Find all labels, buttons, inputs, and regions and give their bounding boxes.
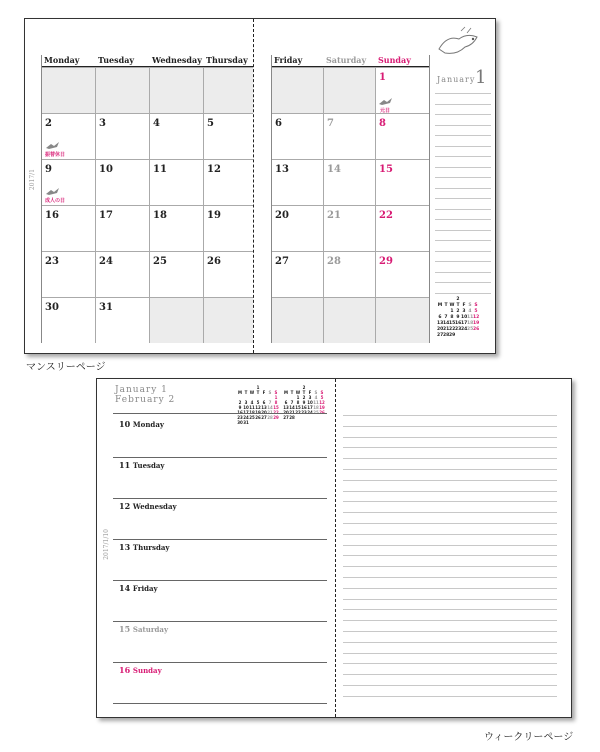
memo-line bbox=[435, 282, 491, 283]
mini-calendar-day: 6 bbox=[284, 400, 288, 405]
mini-calendar-day: 9 bbox=[302, 400, 306, 405]
mini-calendar-day: T bbox=[244, 390, 248, 395]
day-number: 15 bbox=[119, 624, 133, 634]
mini-calendar-day: S bbox=[474, 303, 478, 308]
day-cell[interactable] bbox=[323, 297, 375, 343]
day-cell[interactable] bbox=[95, 67, 149, 113]
day-name: Thursday bbox=[132, 543, 170, 552]
day-cell[interactable]: 2 bbox=[41, 113, 95, 159]
mini-calendar-day: 7 bbox=[290, 400, 294, 405]
memo-line bbox=[343, 566, 557, 567]
mini-calendar-day: M bbox=[437, 303, 443, 308]
memo-line bbox=[343, 415, 557, 416]
memo-line bbox=[435, 93, 491, 94]
mini-calendar-day: 25 bbox=[467, 327, 474, 332]
bird-icon bbox=[378, 97, 394, 106]
mini-calendar-day: 9 bbox=[238, 405, 242, 410]
day-name: Wednesday bbox=[132, 502, 177, 511]
mini-calendar-day: 5 bbox=[320, 395, 324, 400]
day-cell[interactable]: 24 bbox=[95, 251, 149, 297]
mini-calendar-day: 14 bbox=[443, 321, 450, 326]
day-number: 10 bbox=[119, 419, 133, 429]
mini-calendar-day: T bbox=[256, 390, 260, 395]
mini-calendar-day: 27 bbox=[283, 415, 289, 420]
day-name: Monday bbox=[132, 420, 164, 429]
mini-calendar-day: 28 bbox=[443, 333, 450, 338]
weekday-header: Sunday bbox=[375, 55, 429, 67]
memo-line bbox=[435, 230, 491, 231]
mini-calendar-day: 1 bbox=[296, 395, 300, 400]
day-cell[interactable]: 21 bbox=[323, 205, 375, 251]
memo-line bbox=[343, 642, 557, 643]
memo-line bbox=[343, 609, 557, 610]
mini-calendar-day: 24 bbox=[243, 415, 249, 420]
mini-calendar-day: 27 bbox=[261, 415, 267, 420]
mini-calendar-day: 11 bbox=[467, 315, 474, 320]
day-number: 14 bbox=[119, 583, 133, 593]
memo-line bbox=[343, 631, 557, 632]
mini-calendar-day: 18 bbox=[249, 410, 255, 415]
mini-calendar-day: T bbox=[456, 303, 460, 308]
memo-line bbox=[343, 577, 557, 578]
memo-line bbox=[343, 523, 557, 524]
day-cell[interactable]: 23 bbox=[41, 251, 95, 297]
day-cell[interactable]: 14 bbox=[323, 159, 375, 205]
day-cell[interactable]: 29 bbox=[375, 251, 429, 297]
memo-line bbox=[435, 167, 491, 168]
mini-calendar-february bbox=[283, 385, 325, 420]
holiday-label: 振替休日 bbox=[45, 152, 66, 158]
mini-calendar-month: 2 bbox=[456, 297, 460, 302]
memo-line bbox=[435, 177, 491, 178]
mini-calendar-day: 27 bbox=[437, 333, 444, 338]
day-divider bbox=[113, 413, 327, 414]
memo-line bbox=[435, 272, 491, 273]
memo-line bbox=[343, 437, 557, 438]
memo-line bbox=[343, 469, 557, 470]
day-cell[interactable]: 27 bbox=[271, 251, 323, 297]
mini-calendar-next-month bbox=[437, 297, 479, 339]
day-cell[interactable]: 18 bbox=[149, 205, 203, 251]
mini-calendar-day: 25 bbox=[313, 410, 319, 415]
day-number: 12 bbox=[119, 501, 133, 511]
day-divider bbox=[113, 498, 327, 499]
mini-calendar-day: 12 bbox=[255, 405, 261, 410]
grid-border-line bbox=[429, 55, 430, 343]
mini-calendar-day: 16 bbox=[455, 321, 462, 326]
day-cell[interactable]: 3 bbox=[95, 113, 149, 159]
mini-calendar-day: 23 bbox=[301, 410, 307, 415]
monthly-calendar-grid bbox=[41, 55, 433, 345]
memo-line bbox=[435, 156, 491, 157]
mini-calendar-day: 26 bbox=[473, 327, 480, 332]
memo-line bbox=[343, 599, 557, 600]
memo-line bbox=[343, 653, 557, 654]
memo-line bbox=[343, 534, 557, 535]
mini-calendar-day: 11 bbox=[313, 400, 319, 405]
weekly-day-label bbox=[119, 624, 168, 634]
memo-line bbox=[343, 512, 557, 513]
day-cell[interactable]: 9 bbox=[41, 159, 95, 205]
holiday-label: 成人の日 bbox=[45, 198, 66, 204]
mini-calendar-day: 13 bbox=[283, 405, 289, 410]
side-month-name: January bbox=[437, 75, 476, 84]
mini-calendar-day: F bbox=[462, 303, 466, 308]
weekday-header: Tuesday bbox=[95, 55, 149, 67]
day-cell[interactable]: 11 bbox=[149, 159, 203, 205]
mini-calendar-day: S bbox=[468, 303, 472, 308]
mini-calendar-day: 24 bbox=[307, 410, 313, 415]
mini-calendar-row bbox=[237, 420, 279, 425]
side-month-number: 1 bbox=[475, 67, 487, 88]
bird-icon bbox=[45, 187, 61, 196]
mini-calendar-day: 4 bbox=[468, 309, 472, 314]
mini-calendar-january bbox=[237, 385, 279, 425]
mini-calendar-day: 19 bbox=[473, 321, 480, 326]
memo-line bbox=[343, 674, 557, 675]
memo-line bbox=[343, 555, 557, 556]
mini-calendar-row bbox=[437, 333, 479, 339]
mini-calendar-day: 17 bbox=[461, 321, 468, 326]
mini-calendar-row bbox=[283, 415, 325, 420]
memo-line bbox=[435, 114, 491, 115]
memo-line bbox=[343, 447, 557, 448]
memo-line bbox=[343, 426, 557, 427]
day-divider bbox=[113, 580, 327, 581]
mini-calendar-day: M bbox=[238, 390, 242, 395]
mini-calendar-day: 15 bbox=[449, 321, 456, 326]
mini-calendar-day: T bbox=[302, 390, 306, 395]
mini-calendar-day: S bbox=[274, 390, 278, 395]
mini-calendar-day: 29 bbox=[449, 333, 456, 338]
day-cell[interactable]: 22 bbox=[375, 205, 429, 251]
day-cell[interactable]: 12 bbox=[203, 159, 253, 205]
day-cell[interactable] bbox=[41, 67, 95, 113]
day-cell[interactable]: 31 bbox=[95, 297, 149, 343]
day-cell[interactable]: 13 bbox=[271, 159, 323, 205]
mini-calendar-month: 1 bbox=[256, 385, 260, 390]
mini-calendar-day: 2 bbox=[302, 395, 306, 400]
mini-calendar-day: 15 bbox=[273, 405, 279, 410]
mini-calendar-day: 22 bbox=[273, 410, 279, 415]
memo-line bbox=[435, 209, 491, 210]
memo-line bbox=[435, 135, 491, 136]
mini-calendar-day: 3 bbox=[462, 309, 466, 314]
mini-calendar-day: 26 bbox=[255, 415, 261, 420]
mini-calendar-day: 1 bbox=[450, 309, 454, 314]
day-cell[interactable] bbox=[271, 67, 323, 113]
mini-calendar-day: 3 bbox=[244, 400, 248, 405]
mini-calendar-day: 2 bbox=[456, 309, 460, 314]
mini-calendar-day: S bbox=[314, 390, 318, 395]
day-cell[interactable]: 28 bbox=[323, 251, 375, 297]
mini-calendar-day: 5 bbox=[474, 309, 478, 314]
memo-line bbox=[343, 696, 557, 697]
grid-line bbox=[203, 67, 204, 343]
monthly-caption: マンスリーページ bbox=[26, 362, 106, 373]
day-cell[interactable]: 20 bbox=[271, 205, 323, 251]
day-cell[interactable] bbox=[203, 297, 253, 343]
grid-line bbox=[149, 67, 150, 343]
memo-line bbox=[343, 620, 557, 621]
day-divider bbox=[113, 703, 327, 704]
mini-calendar-day: 7 bbox=[268, 400, 272, 405]
day-cell[interactable]: 10 bbox=[95, 159, 149, 205]
weekly-page bbox=[96, 378, 572, 718]
mini-calendar-day: 12 bbox=[319, 400, 325, 405]
mini-calendar-day: 2 bbox=[238, 400, 242, 405]
weekday-header: Thursday bbox=[203, 55, 253, 67]
mini-calendar-day: 18 bbox=[467, 321, 474, 326]
day-name: Friday bbox=[132, 584, 158, 593]
weekly-title-month-1: January 1 bbox=[115, 385, 168, 395]
mini-calendar-day: 4 bbox=[250, 400, 254, 405]
day-name: Saturday bbox=[132, 625, 169, 634]
mini-calendar-day: F bbox=[262, 390, 266, 395]
mini-calendar-day: 8 bbox=[296, 400, 300, 405]
mini-calendar-day: S bbox=[320, 390, 324, 395]
mini-calendar-day: 7 bbox=[444, 315, 448, 320]
mini-calendar-day: 10 bbox=[307, 400, 313, 405]
memo-line bbox=[343, 663, 557, 664]
mini-calendar-day: 9 bbox=[456, 315, 460, 320]
memo-line bbox=[435, 251, 491, 252]
mini-calendar-day: 11 bbox=[249, 405, 255, 410]
weekly-day-label bbox=[119, 583, 158, 593]
day-cell[interactable] bbox=[203, 67, 253, 113]
day-cell[interactable] bbox=[149, 67, 203, 113]
mini-calendar-day: 17 bbox=[307, 405, 313, 410]
memo-line bbox=[343, 685, 557, 686]
mini-calendar-month: 2 bbox=[302, 385, 306, 390]
memo-line bbox=[435, 293, 491, 294]
day-cell[interactable]: 30 bbox=[41, 297, 95, 343]
mini-calendar-day: 8 bbox=[450, 315, 454, 320]
mini-calendar-day: 20 bbox=[261, 410, 267, 415]
mini-calendar-day: 25 bbox=[249, 415, 255, 420]
memo-line bbox=[343, 545, 557, 546]
mini-calendar-day: 28 bbox=[289, 415, 295, 420]
weekly-day-label bbox=[119, 665, 162, 675]
day-cell[interactable]: 19 bbox=[203, 205, 253, 251]
mini-calendar-day: T bbox=[290, 390, 294, 395]
animal-illustration-icon bbox=[433, 25, 485, 59]
memo-line bbox=[343, 458, 557, 459]
weekday-header: Wednesday bbox=[149, 55, 203, 67]
mini-calendar-day: 16 bbox=[301, 405, 307, 410]
memo-line bbox=[435, 240, 491, 241]
mini-calendar-day: 1 bbox=[274, 395, 278, 400]
grid-border-line bbox=[271, 55, 272, 343]
day-divider bbox=[113, 662, 327, 663]
memo-line bbox=[435, 104, 491, 105]
monthly-page bbox=[24, 18, 496, 354]
weekly-day-label bbox=[119, 419, 164, 429]
weekly-day-label bbox=[119, 501, 177, 511]
mini-calendar-day: 24 bbox=[461, 327, 468, 332]
day-cell[interactable]: 15 bbox=[375, 159, 429, 205]
weekly-day-label bbox=[119, 542, 169, 552]
day-cell[interactable]: 7 bbox=[323, 113, 375, 159]
mini-calendar-day: W bbox=[449, 303, 455, 308]
grid-line bbox=[95, 67, 96, 343]
day-divider bbox=[113, 539, 327, 540]
mini-calendar-day: 22 bbox=[295, 410, 301, 415]
memo-line bbox=[343, 588, 557, 589]
mini-calendar-day: 3 bbox=[308, 395, 312, 400]
grid-line bbox=[375, 67, 376, 343]
vertical-date: 2017/1 bbox=[29, 169, 36, 191]
mini-calendar-day: 6 bbox=[262, 400, 266, 405]
day-number: 11 bbox=[119, 460, 133, 470]
mini-calendar-day: 6 bbox=[438, 315, 442, 320]
mini-calendar-day: 10 bbox=[461, 315, 468, 320]
mini-calendar-day: 28 bbox=[267, 415, 273, 420]
memo-line bbox=[435, 125, 491, 126]
memo-line bbox=[435, 261, 491, 262]
day-name: Sunday bbox=[132, 666, 162, 675]
mini-calendar-day: 18 bbox=[313, 405, 319, 410]
day-cell[interactable] bbox=[149, 297, 203, 343]
mini-calendar-day: 30 bbox=[237, 420, 243, 425]
memo-line bbox=[343, 501, 557, 502]
mini-calendar-day: 13 bbox=[437, 321, 444, 326]
mini-calendar-day: S bbox=[268, 390, 272, 395]
day-number: 16 bbox=[119, 665, 133, 675]
day-cell[interactable]: 17 bbox=[95, 205, 149, 251]
memo-line bbox=[435, 198, 491, 199]
center-fold-line bbox=[335, 379, 336, 717]
day-cell[interactable]: 25 bbox=[149, 251, 203, 297]
weekday-header: Monday bbox=[41, 55, 95, 67]
mini-calendar-day: M bbox=[284, 390, 288, 395]
day-cell[interactable] bbox=[271, 297, 323, 343]
day-divider bbox=[113, 457, 327, 458]
mini-calendar-day: 15 bbox=[295, 405, 301, 410]
mini-calendar-day: 29 bbox=[273, 415, 279, 420]
weekly-title-month-2: February 2 bbox=[115, 395, 176, 405]
mini-calendar-day: 20 bbox=[437, 327, 444, 332]
day-cell[interactable]: 1 bbox=[375, 67, 429, 113]
weekly-day-label bbox=[119, 460, 164, 470]
mini-calendar-day: W bbox=[249, 390, 255, 395]
mini-calendar-day: 26 bbox=[319, 410, 325, 415]
grid-line bbox=[323, 67, 324, 343]
mini-calendar-day: 22 bbox=[449, 327, 456, 332]
vertical-date: 2017/1/10 bbox=[103, 529, 110, 560]
weekday-header: Saturday bbox=[323, 55, 375, 67]
mini-calendar-day: 13 bbox=[261, 405, 267, 410]
memo-line bbox=[435, 188, 491, 189]
mini-calendar-day: 14 bbox=[267, 405, 273, 410]
mini-calendar-day: F bbox=[308, 390, 312, 395]
day-cell[interactable] bbox=[375, 297, 429, 343]
day-cell[interactable]: 6 bbox=[271, 113, 323, 159]
weekly-caption: ウィークリーページ bbox=[484, 732, 574, 743]
grid-border-line bbox=[41, 55, 42, 343]
day-divider bbox=[113, 621, 327, 622]
memo-line bbox=[435, 146, 491, 147]
memo-line bbox=[435, 219, 491, 220]
mini-calendar-day: 12 bbox=[473, 315, 480, 320]
day-cell[interactable]: 16 bbox=[41, 205, 95, 251]
mini-calendar-day: 19 bbox=[319, 405, 325, 410]
mini-calendar-day: 21 bbox=[267, 410, 273, 415]
mini-calendar-day: 20 bbox=[283, 410, 289, 415]
holiday-label: 元日 bbox=[380, 108, 391, 114]
day-number: 13 bbox=[119, 542, 133, 552]
day-cell[interactable]: 5 bbox=[203, 113, 253, 159]
mini-calendar-day: 8 bbox=[274, 400, 278, 405]
mini-calendar-day: W bbox=[295, 390, 301, 395]
mini-calendar-day: 10 bbox=[243, 405, 249, 410]
mini-calendar-day: 23 bbox=[237, 415, 243, 420]
mini-calendar-day: 4 bbox=[314, 395, 318, 400]
bird-icon bbox=[45, 141, 61, 150]
weekday-header: Friday bbox=[271, 55, 323, 67]
day-cell[interactable] bbox=[323, 67, 375, 113]
mini-calendar-day: 21 bbox=[289, 410, 295, 415]
mini-calendar-day: 21 bbox=[443, 327, 450, 332]
mini-calendar-day: 17 bbox=[243, 410, 249, 415]
mini-calendar-day: 31 bbox=[243, 420, 249, 425]
mini-calendar-day: T bbox=[444, 303, 448, 308]
day-cell[interactable]: 8 bbox=[375, 113, 429, 159]
mini-calendar-day: 16 bbox=[237, 410, 243, 415]
mini-calendar-day: 19 bbox=[255, 410, 261, 415]
day-cell[interactable]: 26 bbox=[203, 251, 253, 297]
day-name: Tuesday bbox=[132, 461, 165, 470]
memo-line bbox=[343, 480, 557, 481]
day-cell[interactable]: 4 bbox=[149, 113, 203, 159]
mini-calendar-day: 23 bbox=[455, 327, 462, 332]
mini-calendar-day: 5 bbox=[256, 400, 260, 405]
memo-line bbox=[343, 491, 557, 492]
mini-calendar-day: 14 bbox=[289, 405, 295, 410]
